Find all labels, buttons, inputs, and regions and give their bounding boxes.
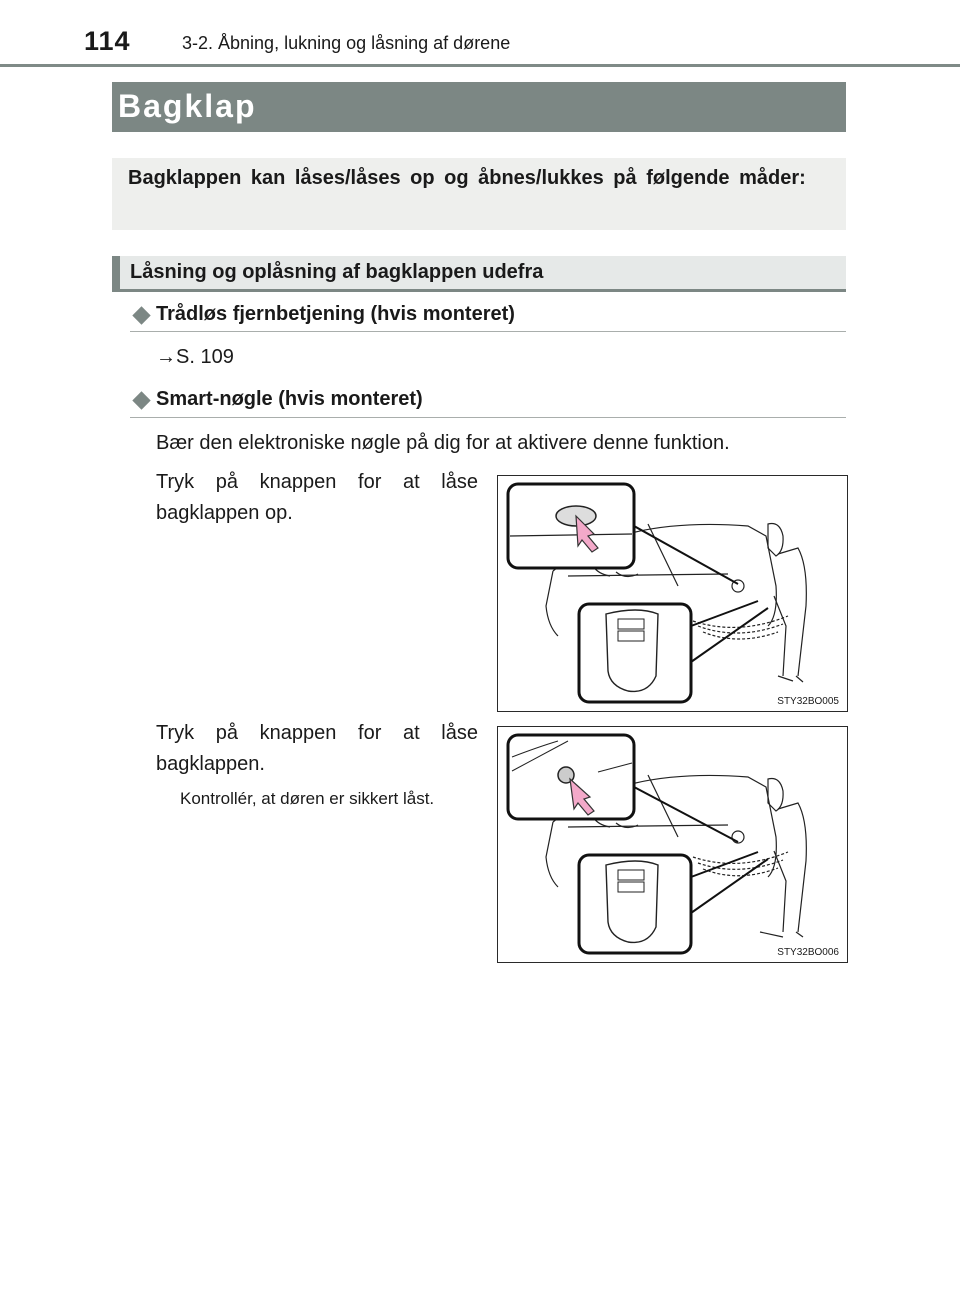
figure-lock [497, 726, 848, 963]
figure-code: STY32BO005 [777, 696, 839, 707]
smart-key-heading: Smart-nøgle (hvis monteret) [156, 388, 423, 410]
car-tailgate-illustration [498, 727, 847, 962]
subsection-accent [112, 256, 120, 292]
chapter-title: 3-2. Åbning, lukning og låsning af dørene [182, 33, 511, 53]
figure-unlock [497, 475, 848, 712]
diamond-bullet-icon [132, 391, 150, 409]
remote-reference-link[interactable]: →S. 109 [156, 346, 234, 368]
remote-heading: Trådløs fjernbetjening (hvis monteret) [156, 303, 515, 325]
unlock-instruction: Tryk på knappen for at låse bagklappen op. [156, 471, 478, 524]
intro-text: Bagklappen kan låses/låses op og åbnes/lukkes på følgende måder: [128, 167, 806, 189]
section-title: Bagklap [118, 88, 257, 124]
header-divider [0, 64, 960, 67]
smart-key-heading-rule [130, 417, 846, 418]
lock-note: Kontrollér, at døren er sikkert låst. [180, 789, 435, 808]
smart-key-intro: Bær den elektroniske nøgle på dig for at aktivere denne funktion. [156, 432, 730, 454]
lock-instruction: Tryk på knappen for at låse bagklappen. [156, 722, 478, 775]
figure-code: STY32BO006 [777, 947, 839, 958]
diamond-bullet-icon [132, 306, 150, 324]
page-number: 114 [84, 26, 131, 56]
remote-heading-rule [130, 331, 846, 332]
car-tailgate-illustration [498, 476, 847, 711]
subsection-title: Låsning og oplåsning af bagklappen udefra [130, 261, 544, 283]
